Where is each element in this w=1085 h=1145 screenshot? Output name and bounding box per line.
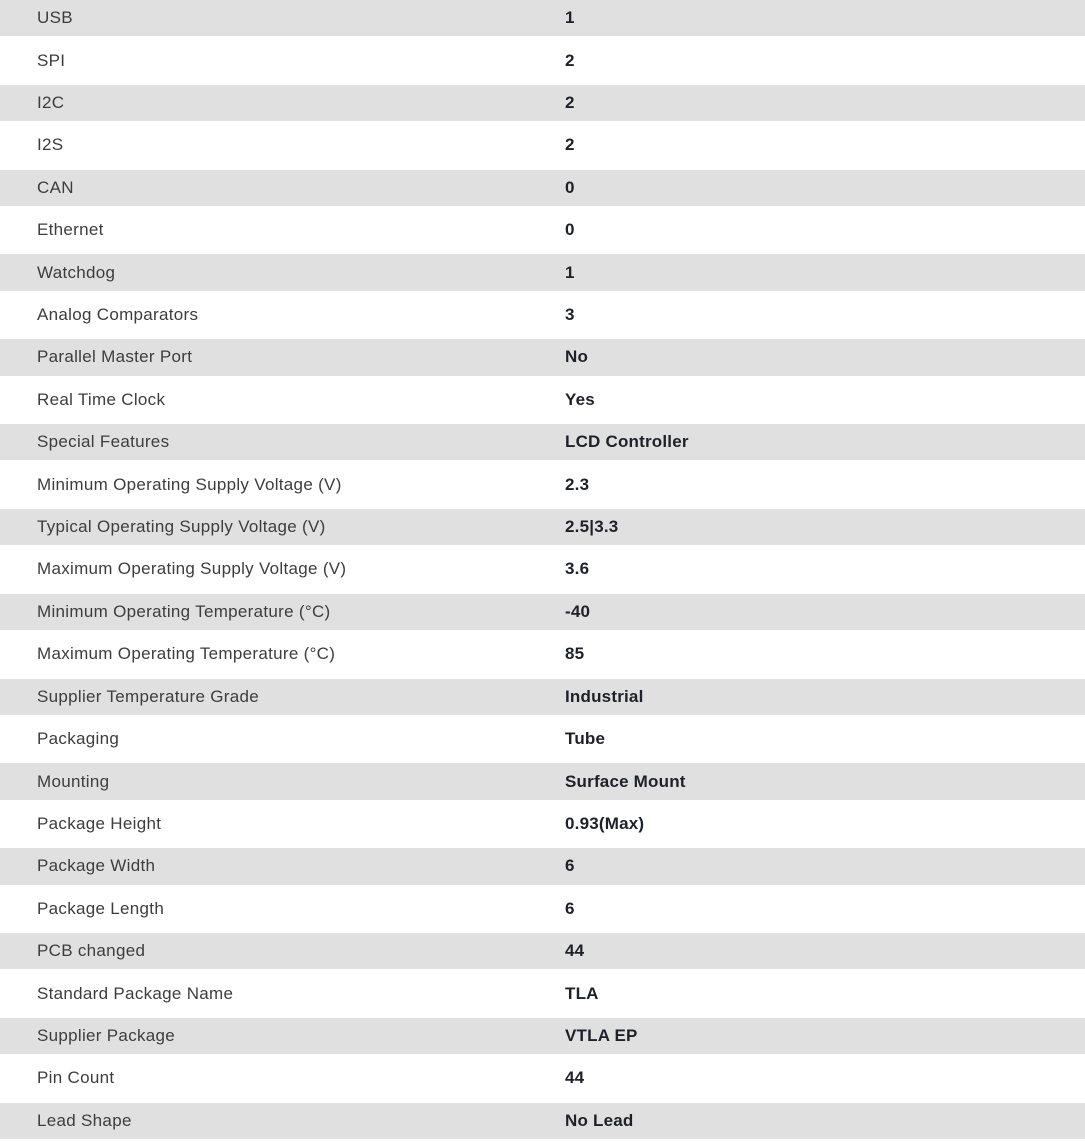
spec-label: Standard Package Name (37, 983, 234, 1003)
spec-label: CAN (37, 177, 74, 197)
spec-label: Package Length (37, 898, 165, 918)
spec-value: VTLA EP (565, 1025, 638, 1045)
spec-row (0, 509, 1085, 551)
spec-row (0, 721, 1085, 763)
spec-label: Pin Count (37, 1068, 115, 1088)
spec-row (0, 254, 1085, 296)
spec-value: 3 (565, 305, 575, 325)
spec-row (0, 933, 1085, 975)
spec-label: Supplier Package (37, 1025, 176, 1045)
spec-value: 6 (565, 898, 575, 918)
spec-value: 0.93(Max) (565, 813, 645, 833)
spec-value: Tube (565, 729, 606, 749)
spec-row (0, 551, 1085, 593)
spec-label: Parallel Master Port (37, 347, 193, 367)
spec-value: TLA (565, 983, 599, 1003)
spec-label: Watchdog (37, 262, 116, 282)
spec-value: -40 (565, 601, 591, 621)
spec-label: PCB changed (37, 941, 146, 961)
spec-row (0, 1060, 1085, 1102)
spec-row (0, 679, 1085, 721)
spec-label: Ethernet (37, 220, 104, 240)
spec-value: 0 (565, 177, 575, 197)
spec-value: Yes (565, 389, 595, 409)
spec-row (0, 1018, 1085, 1060)
spec-value: 0 (565, 220, 575, 240)
spec-label: Minimum Operating Temperature (°C) (37, 601, 331, 621)
spec-value: 85 (565, 644, 585, 664)
spec-label: Lead Shape (37, 1110, 132, 1130)
spec-row (0, 636, 1085, 678)
spec-value: 2.5|3.3 (565, 517, 619, 537)
spec-row (0, 212, 1085, 254)
spec-label: Typical Operating Supply Voltage (V) (37, 517, 326, 537)
spec-value: LCD Controller (565, 432, 689, 452)
spec-value: 44 (565, 941, 585, 961)
spec-value: Industrial (565, 686, 644, 706)
spec-value: 2 (565, 93, 575, 113)
spec-label: Mounting (37, 771, 110, 791)
spec-row (0, 127, 1085, 169)
spec-label: Packaging (37, 729, 120, 749)
spec-value: 2.3 (565, 474, 590, 494)
spec-value: 2 (565, 50, 575, 70)
spec-value: 2 (565, 135, 575, 155)
spec-label: Supplier Temperature Grade (37, 686, 259, 706)
spec-row (0, 0, 1085, 42)
spec-row (0, 848, 1085, 890)
spec-label: Package Width (37, 856, 156, 876)
spec-row (0, 339, 1085, 381)
spec-row (0, 382, 1085, 424)
spec-row (0, 594, 1085, 636)
spec-label: USB (37, 8, 73, 28)
spec-value: 6 (565, 856, 575, 876)
spec-row (0, 891, 1085, 933)
spec-row (0, 42, 1085, 84)
spec-value: 1 (565, 262, 575, 282)
spec-value: 1 (565, 8, 575, 28)
spec-row (0, 424, 1085, 466)
spec-label: Maximum Operating Temperature (°C) (37, 644, 336, 664)
spec-label: Package Height (37, 813, 162, 833)
spec-row (0, 297, 1085, 339)
spec-row (0, 975, 1085, 1017)
spec-value: No (565, 347, 589, 367)
spec-label: I2C (37, 93, 65, 113)
spec-label: I2S (37, 135, 64, 155)
spec-value: 3.6 (565, 559, 590, 579)
spec-row (0, 466, 1085, 508)
spec-label: SPI (37, 50, 66, 70)
spec-value: No Lead (565, 1110, 634, 1130)
spec-value: Surface Mount (565, 771, 686, 791)
spec-row (0, 763, 1085, 805)
spec-label: Real Time Clock (37, 389, 166, 409)
spec-row (0, 170, 1085, 212)
spec-row (0, 85, 1085, 127)
spec-row (0, 1103, 1085, 1145)
spec-label: Maximum Operating Supply Voltage (V) (37, 559, 347, 579)
spec-value: 44 (565, 1068, 585, 1088)
spec-row (0, 806, 1085, 848)
spec-label: Minimum Operating Supply Voltage (V) (37, 474, 342, 494)
spec-label: Analog Comparators (37, 305, 199, 325)
spec-label: Special Features (37, 432, 170, 452)
